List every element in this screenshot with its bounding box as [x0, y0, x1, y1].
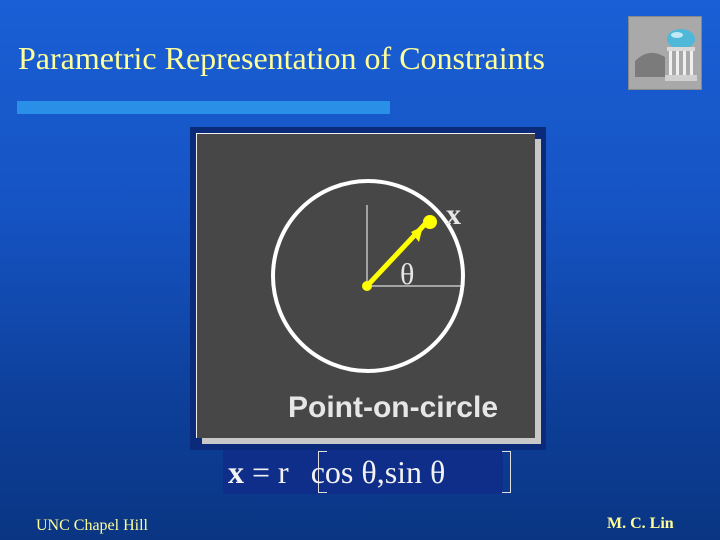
logo-old-well-icon [628, 16, 702, 90]
point-on-circle-figure [190, 127, 546, 450]
footer-institution: UNC Chapel Hill [36, 517, 148, 534]
angle-label: θ [400, 258, 415, 291]
slide-title: Parametric Representation of Constraints [18, 40, 545, 76]
title-underline-bar [17, 101, 390, 114]
figure-panel [196, 133, 535, 438]
formula-bracket-right [502, 451, 511, 493]
formula-equals: = r [244, 454, 297, 490]
point-label: x [446, 198, 461, 231]
formula-args: cos θ,sin θ [310, 454, 446, 490]
footer-author: M. C. Lin [607, 515, 674, 532]
formula-lhs: x [228, 454, 244, 490]
parametric-formula [228, 450, 445, 494]
figure-caption: Point-on-circle [288, 391, 499, 424]
